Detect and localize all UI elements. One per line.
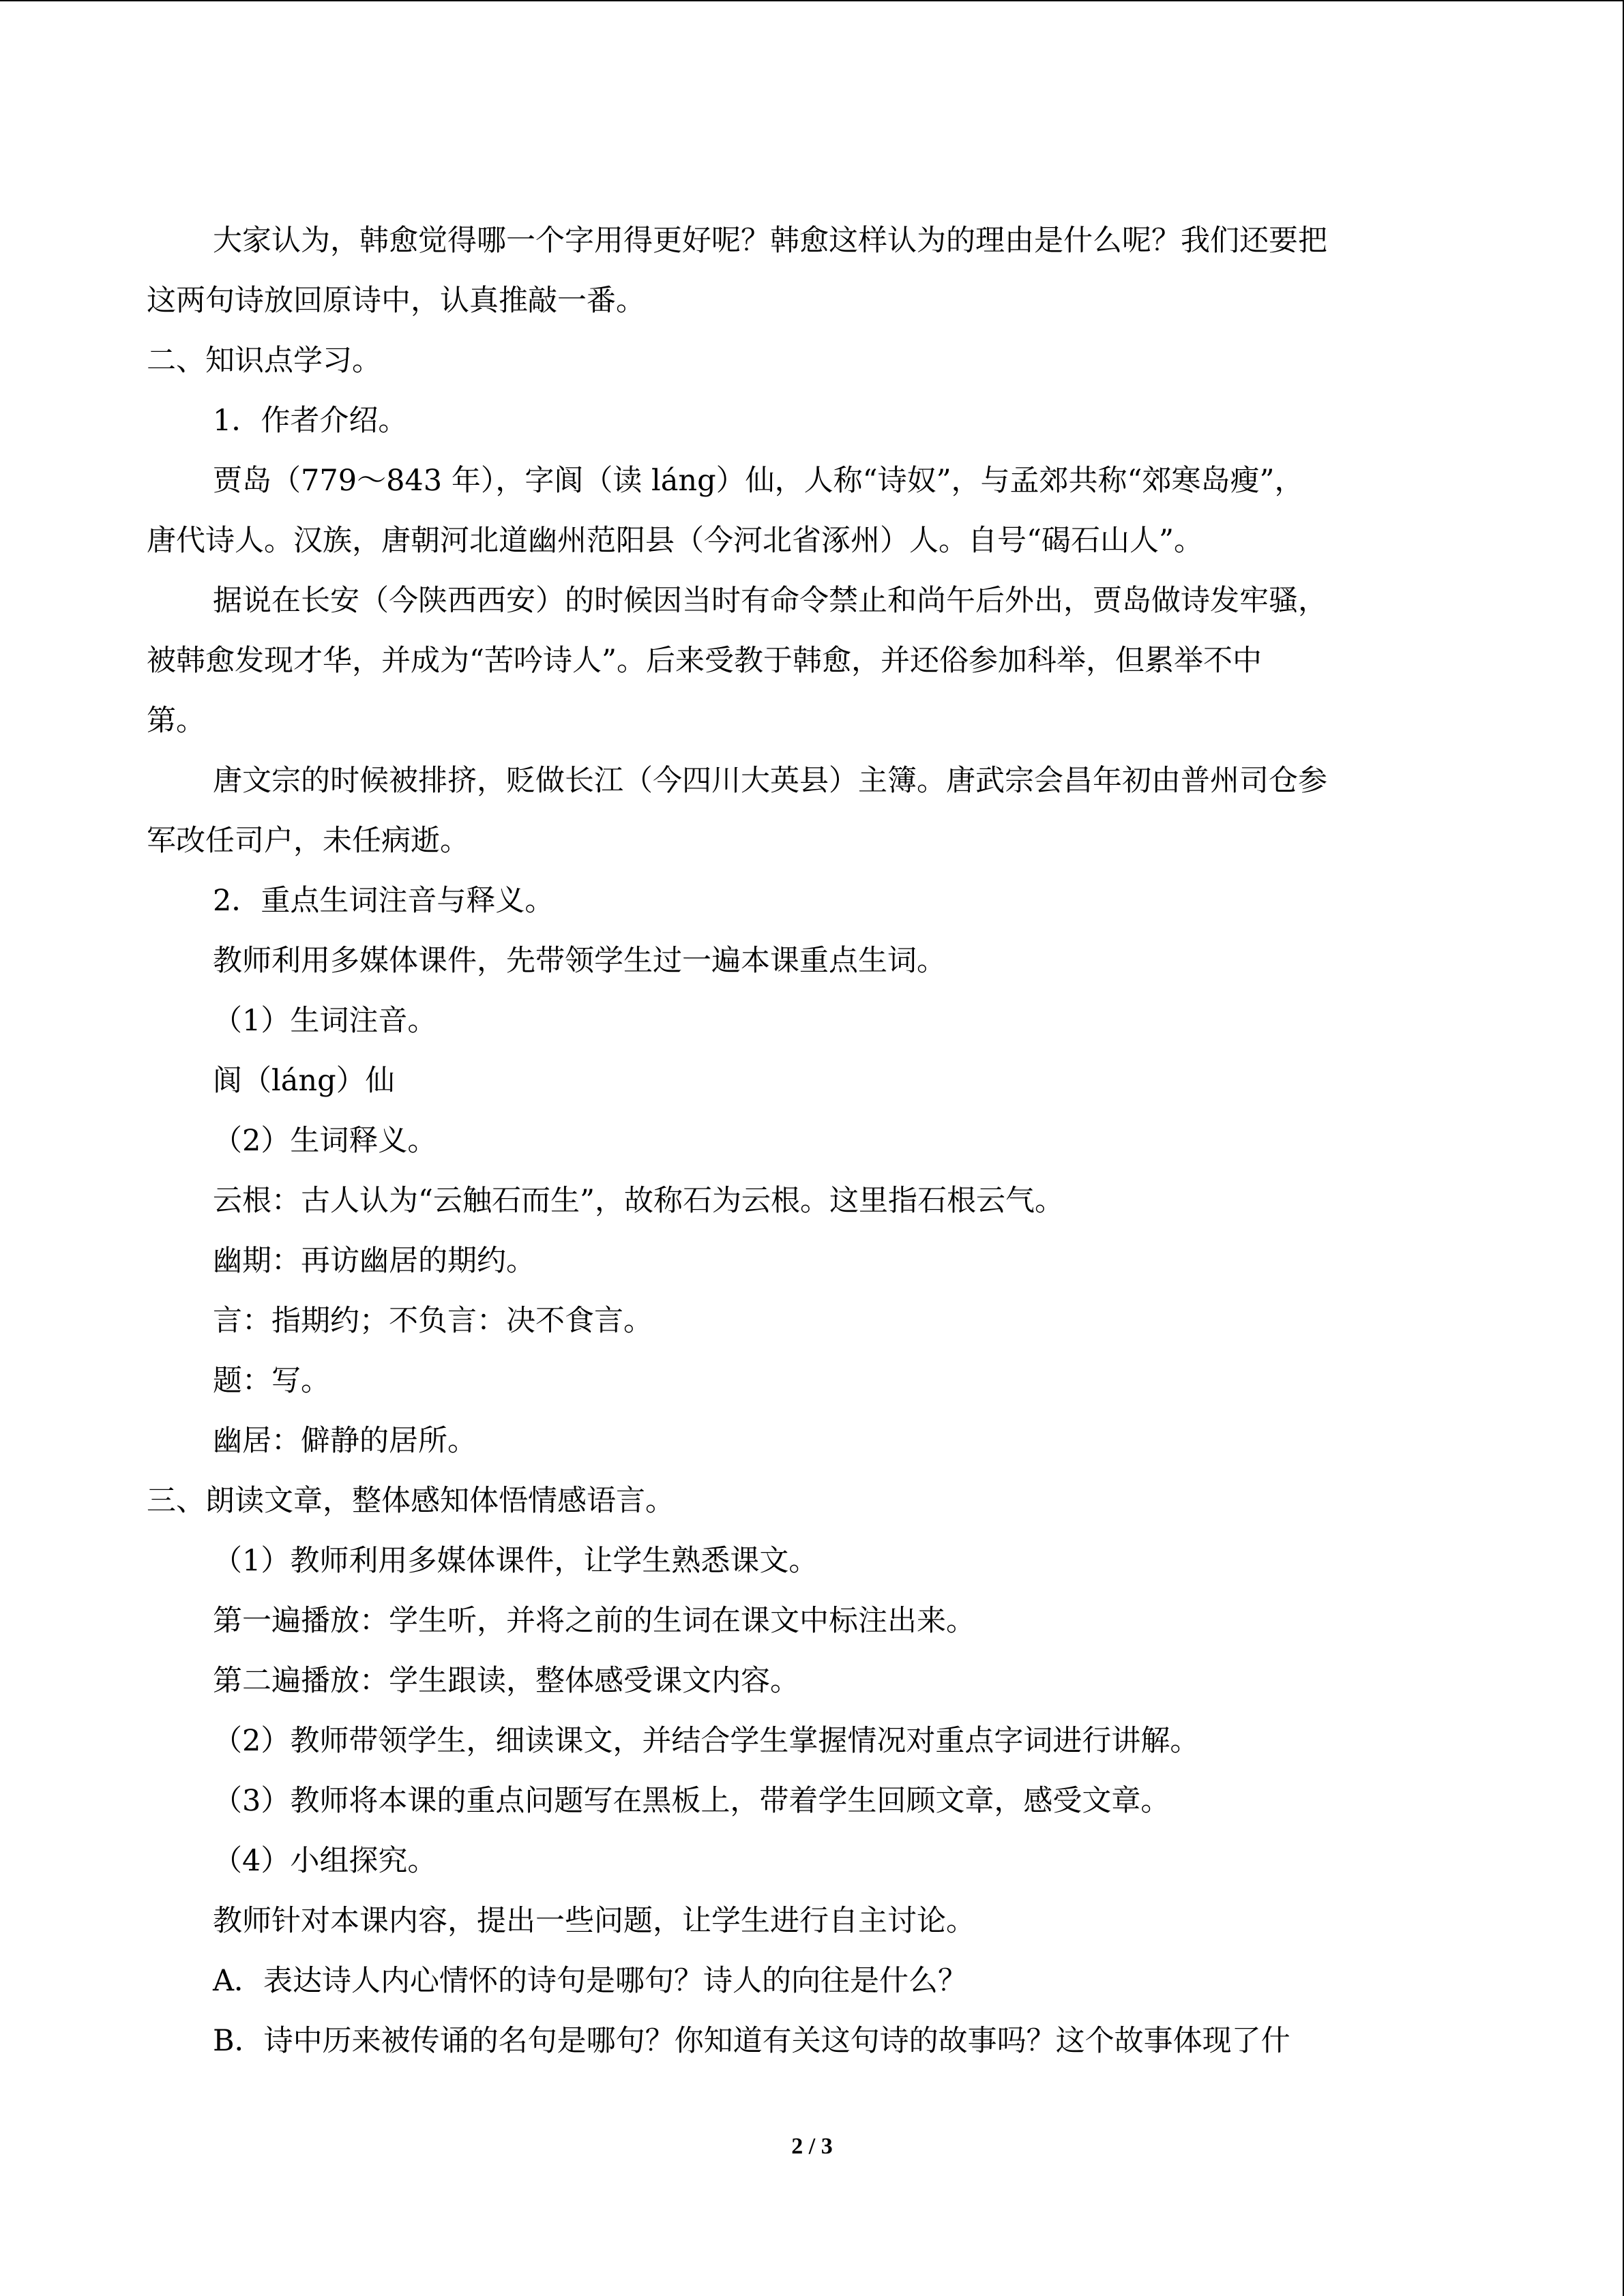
text-line: （1）教师利用多媒体课件，让学生熟悉课文。	[213, 1544, 818, 1578]
text-line: 据说在长安（今陕西西安）的时候因当时有命令禁止和尚午后外出，贾岛做诗发牢骚，	[213, 584, 1327, 618]
text-line: 贾岛（779～843 年），字阆（读 láng）仙，人称“诗奴”，与孟郊共称“郊寒岛瘦”，	[213, 464, 1304, 498]
text-line: 被韩愈发现才华，并成为“苦吟诗人”。后来受教于韩愈，并还俗参加科举，但累举不中	[147, 644, 1262, 678]
text-line: A．表达诗人内心情怀的诗句是哪句？诗人的向往是什么？	[213, 1964, 968, 1998]
text-line: 二、知识点学习。	[147, 344, 381, 378]
text-line: 阆（láng）仙	[213, 1064, 395, 1098]
text-line: （1）生词注音。	[213, 1004, 437, 1038]
text-line: 教师利用多媒体课件，先带领学生过一遍本课重点生词。	[213, 944, 946, 978]
text-line: 幽居：僻静的居所。	[213, 1424, 477, 1458]
text-line: （3）教师将本课的重点问题写在黑板上，带着学生回顾文章，感受文章。	[213, 1784, 1170, 1818]
text-line: 第。	[147, 704, 205, 738]
text-line: 这两句诗放回原诗中，认真推敲一番。	[147, 284, 645, 318]
text-line: 大家认为，韩愈觉得哪一个字用得更好呢？韩愈这样认为的理由是什么呢？我们还要把	[213, 224, 1327, 258]
text-line: 第一遍播放：学生听，并将之前的生词在课文中标注出来。	[213, 1604, 975, 1638]
text-line: （2）教师带领学生，细读课文，并结合学生掌握情况对重点字词进行讲解。	[213, 1724, 1200, 1758]
text-line: 三、朗读文章，整体感知体悟情感语言。	[147, 1484, 675, 1518]
text-line: （2）生词释义。	[213, 1124, 437, 1158]
text-line: 言：指期约；不负言：决不食言。	[213, 1304, 653, 1338]
text-line: 军改任司户，未任病逝。	[147, 824, 469, 858]
page-number: 2 / 3	[791, 2134, 833, 2159]
text-line: 云根：古人认为“云触石而生”，故称石为云根。这里指石根云气。	[213, 1184, 1064, 1218]
text-line: 唐代诗人。汉族，唐朝河北道幽州范阳县（今河北省涿州）人。自号“碣石山人”。	[147, 524, 1203, 558]
text-line: 唐文宗的时候被排挤，贬做长江（今四川大英县）主簿。唐武宗会昌年初由普州司仓参	[213, 764, 1327, 798]
text-line: 1．作者介绍。	[213, 404, 408, 438]
text-line: 教师针对本课内容，提出一些问题，让学生进行自主讨论。	[213, 1904, 975, 1938]
text-line: 第二遍播放：学生跟读，整体感受课文内容。	[213, 1664, 799, 1698]
text-line: 2．重点生词注音与释义。	[213, 884, 555, 918]
document-body	[147, 211, 1456, 2071]
text-line: B．诗中历来被传诵的名句是哪句？你知道有关这句诗的故事吗？这个故事体现了什	[213, 2024, 1290, 2058]
text-line: （4）小组探究。	[213, 1844, 437, 1878]
text-line: 题：写。	[213, 1364, 330, 1398]
text-line: 幽期：再访幽居的期约。	[213, 1244, 535, 1278]
